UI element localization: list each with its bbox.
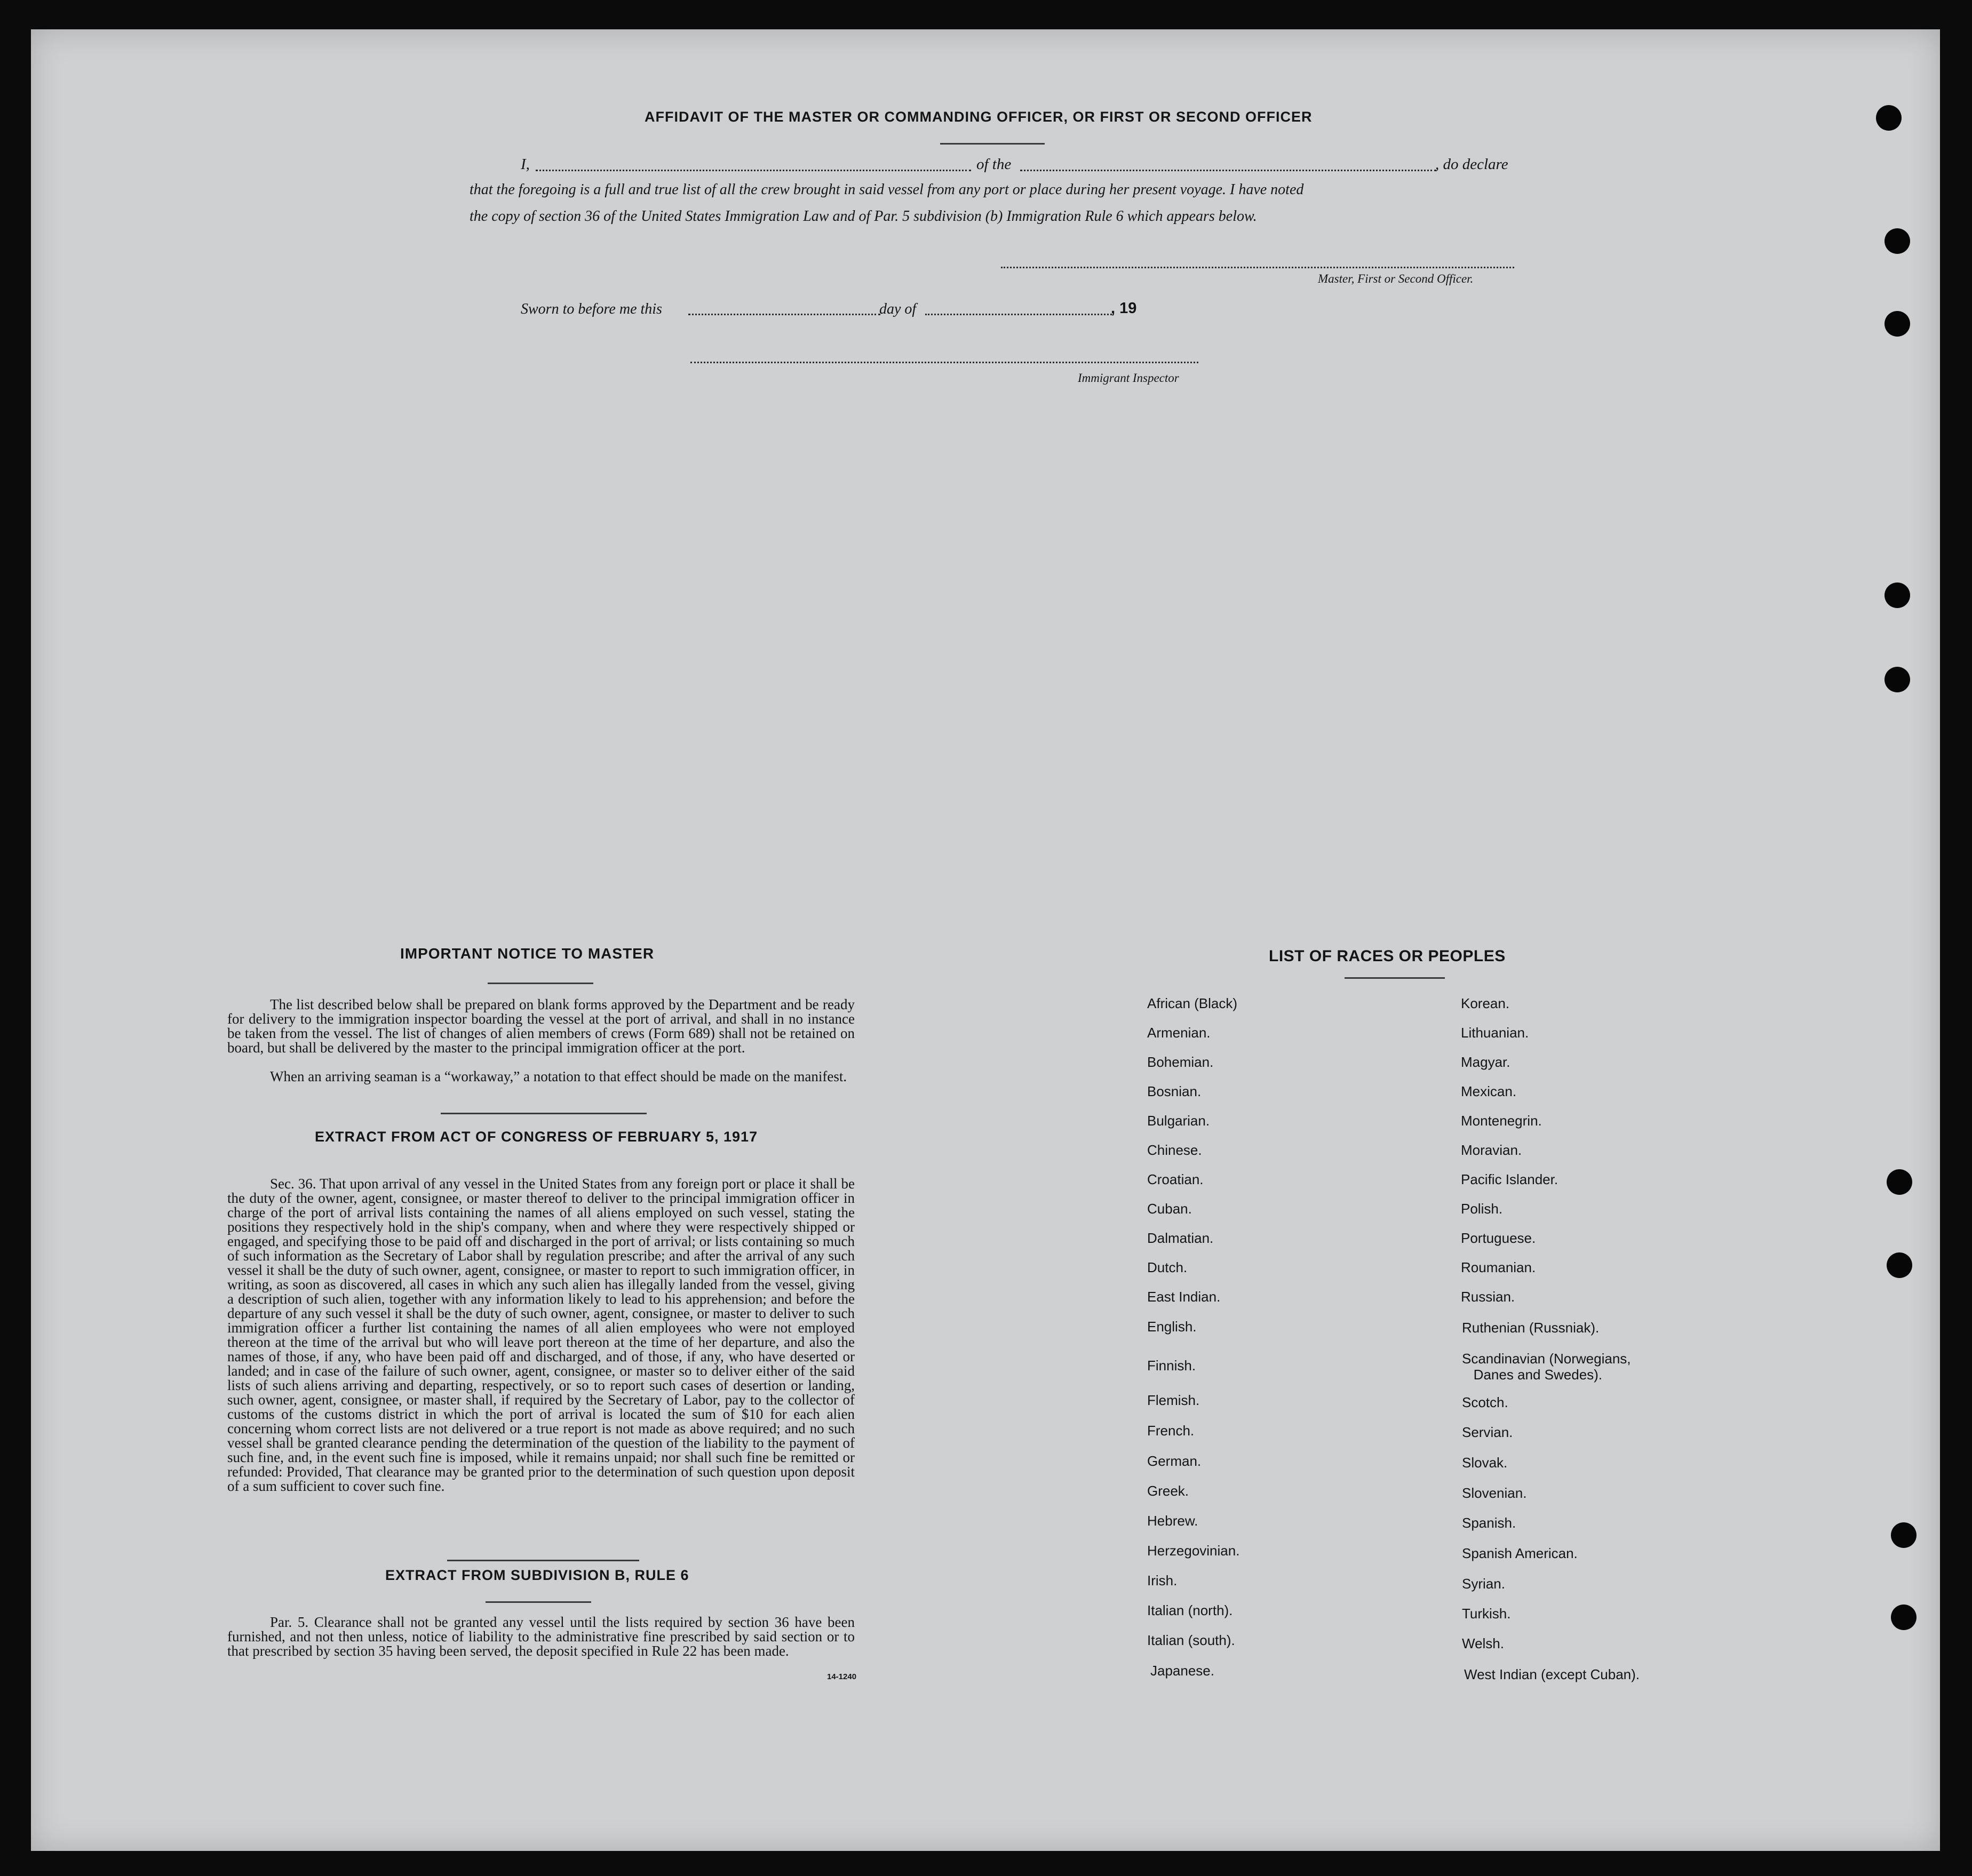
race-item: Roumanian. [1461,1259,1536,1275]
race-item: Cuban. [1147,1201,1192,1217]
race-item: Scandinavian (Norwegians, Danes and Swedes). [1462,1351,1631,1383]
race-item: Portuguese. [1461,1230,1536,1246]
inspector-signature-field[interactable] [690,362,1198,363]
binder-hole [1884,311,1910,337]
race-item: Chinese. [1147,1142,1202,1158]
race-item: Servian. [1462,1424,1513,1440]
race-item: Spanish. [1462,1515,1516,1531]
affidavit-of-the-label: of the [976,156,1012,173]
race-item: Bohemian. [1147,1054,1214,1070]
race-item: Finnish. [1147,1358,1196,1374]
binder-hole [1876,105,1902,131]
day-of-label: day of [879,301,917,317]
race-item: Slovenian. [1462,1485,1527,1501]
notice-paragraph-2: When an arriving seaman is a “workaway,” a notation to that effect should be made on the manifest. [270,1068,847,1084]
extract-act-text: Sec. 36. That upon arrival of any vessel in the United States from any foreign port or place it shall be the duty of the owner, agent, consignee, or master thereof to deliver to the principal immigration officer in charge of the port of arrival lists containing the names of all aliens employed on such vessel, stating the positions they respectively hold in the ship's company, when and where they were respectively shipped or engaged, and specifying those to be paid off and discharged in the port of arrival; or lists containing so much of such information as the Secretary of Labor shall by regulation prescribe; and after the arrival of any such vessel it shall be the duty of such owner, agent, consignee, or master to report to such immigration officer, in writing, as soon as discovered, all cases in which any such alien has illegally landed from the vessel, giving a description of such alien, together with any information likely to lead to his apprehension; and before the departure of any such vessel it shall be the duty of such owner, agent, consignee, or master to deliver to such immigration officer a further list containing the names of all alien employees who were not employed thereon at the time of the arrival but who will leave port thereon at the time of her departure, and also the names of those, if any, who have been paid off and discharged, and of those, if any, who have deserted or landed; and in case of the failure of such owner, agent, consignee, or master so to deliver either of the said lists of such aliens arriving and departing, respectively, or so to report such cases of desertion or landing, such owner, agent, consignee, or master shall, if required by the Secretary of Labor, pay to the collector of customs of the customs district in which the port of arrival is located the sum of $10 for each alien concerning whom correct lists are not delivered or a true report is not made as above required; and no such vessel shall be granted clearance pending the determination of the question of the liability to the payment of such fine, and, in the event such fine is imposed, while it remains unpaid; nor shall such fine be remitted or refunded: Provided, That clearance may be granted prior to the determination of such question upon deposit of a sum sufficient to cover such fine. [227,1176,855,1494]
declarant-name-field[interactable] [536,170,971,171]
master-signature-caption: Master, First or Second Officer. [1318,272,1474,285]
vessel-name-field[interactable] [1020,170,1436,171]
race-item: Greek. [1147,1483,1189,1499]
extract-rule-title: EXTRACT FROM SUBDIVISION B, RULE 6 [385,1567,689,1583]
race-item: Montenegrin. [1461,1113,1542,1129]
race-item: Mexican. [1461,1083,1517,1099]
divider [447,1560,639,1561]
race-item: Bosnian. [1147,1083,1202,1099]
binder-hole [1884,582,1910,608]
race-item: Dutch. [1147,1259,1188,1275]
inspector-caption: Immigrant Inspector [1078,371,1179,385]
binder-hole [1887,1252,1912,1278]
race-item: Russian. [1461,1289,1515,1305]
race-item: Japanese. [1150,1663,1214,1679]
affidavit-statement-line1: that the foregoing is a full and true list of all the crew brought in said vessel from any port or place during her present voyage. I have noted [470,181,1304,198]
race-item: Syrian. [1462,1576,1505,1592]
divider [441,1113,647,1114]
races-title: LIST OF RACES OR PEOPLES [1269,947,1506,965]
race-item: Herzegovinian. [1147,1543,1240,1559]
affidavit-title: AFFIDAVIT OF THE MASTER OR COMMANDING OFFICER, OR FIRST OR SECOND OFFICER [645,109,1313,125]
race-item: Italian (north). [1147,1602,1233,1618]
race-item: Croatian. [1147,1171,1204,1187]
form-sheet [31,29,1940,1851]
sworn-month-field[interactable] [925,314,1112,315]
race-item: African (Black) [1147,995,1238,1011]
race-item: Pacific Islander. [1461,1171,1558,1187]
race-item: Turkish. [1462,1606,1511,1622]
race-item: East Indian. [1147,1289,1221,1305]
race-item: English. [1147,1319,1197,1335]
sworn-label: Sworn to before me this [521,301,662,317]
race-item: Magyar. [1461,1054,1510,1070]
divider [1345,977,1445,979]
binder-hole [1891,1604,1917,1630]
binder-hole [1884,228,1910,254]
sworn-day-field[interactable] [688,314,880,315]
binder-hole [1884,667,1910,692]
affidavit-do-declare-label: , do declare [1435,156,1508,173]
form-number: 14-1240 [827,1672,857,1681]
binder-hole [1891,1522,1917,1548]
notice-paragraph-1: The list described below shall be prepared on blank forms approved by the Department and be ready for delivery to the immigration inspector boarding the vessel at the port of arrival, and shall in no instance be taken from the vessel. The list of changes of alien members of crews (Form 689) shall not be retained on board, but shall be delivered by the master to the principal immigration officer at the port. [227,996,855,1056]
race-item: Ruthenian (Russniak). [1462,1320,1600,1336]
race-item: French. [1147,1423,1195,1439]
race-item: Spanish American. [1462,1545,1578,1561]
divider [940,143,1045,145]
extract-act-title: EXTRACT FROM ACT OF CONGRESS OF FEBRUARY 5, 1917 [315,1129,758,1145]
race-item: Hebrew. [1147,1513,1198,1529]
race-item: Italian (south). [1147,1632,1235,1648]
race-item: Lithuanian. [1461,1025,1529,1041]
affidavit-i-label: I, [521,156,530,173]
race-item: Polish. [1461,1201,1503,1217]
master-signature-field[interactable] [1001,267,1514,268]
affidavit-statement-line2: the copy of section 36 of the United States Immigration Law and of Par. 5 subdivision (b) Immigration Rule 6 which appears below. [470,208,1257,225]
extract-rule-text: Par. 5. Clearance shall not be granted any vessel until the lists required by section 36 have been furnished, and not then unless, notice of liability to the administrative fine prescribed by said section or to that prescribed by section 35 having been served, the deposit specified in Rule 22 has been made. [227,1614,855,1659]
race-item: Irish. [1147,1572,1178,1588]
race-item: Armenian. [1147,1025,1211,1041]
year-label: , 19 [1111,300,1137,317]
race-item: Bulgarian. [1147,1113,1210,1129]
divider [486,1601,591,1603]
race-item: Slovak. [1462,1455,1508,1471]
race-item: Korean. [1461,995,1510,1011]
race-item: Flemish. [1147,1392,1200,1408]
race-item: Scotch. [1462,1394,1508,1410]
race-item: West Indian (except Cuban). [1464,1666,1640,1682]
race-item: Welsh. [1462,1635,1504,1651]
race-item: German. [1147,1453,1202,1469]
race-item: Dalmatian. [1147,1230,1214,1246]
notice-title: IMPORTANT NOTICE TO MASTER [400,945,655,962]
divider [488,983,593,984]
race-item: Moravian. [1461,1142,1522,1158]
binder-hole [1887,1169,1912,1195]
